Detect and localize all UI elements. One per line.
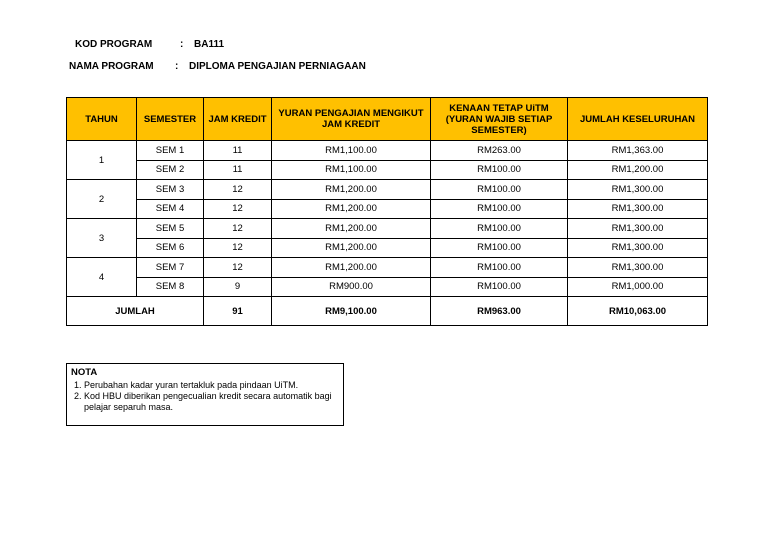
year-cell: 3 xyxy=(67,219,137,258)
kod-program-value: BA111 xyxy=(194,39,225,50)
nota-list xyxy=(71,380,352,413)
yuran-cell: RM1,200.00 xyxy=(272,180,431,200)
table-row xyxy=(67,238,708,258)
jam-kredit-cell: 12 xyxy=(204,238,272,258)
jam-kredit-cell: 11 xyxy=(204,160,272,180)
semester-cell: SEM 7 xyxy=(137,258,204,278)
table-row xyxy=(67,141,708,161)
fee-table xyxy=(66,97,708,326)
kod-program-separator: : xyxy=(180,39,184,50)
year-cell: 4 xyxy=(67,258,137,297)
header-semester: SEMESTER xyxy=(137,98,204,141)
yuran-cell: RM1,200.00 xyxy=(272,219,431,239)
kenaan-cell: RM100.00 xyxy=(431,277,568,297)
yuran-cell: RM1,200.00 xyxy=(272,238,431,258)
table-row xyxy=(67,258,708,278)
nota-title: NOTA xyxy=(71,367,98,378)
kenaan-cell: RM100.00 xyxy=(431,238,568,258)
total-jam-kredit: 91 xyxy=(204,297,272,326)
yuran-cell: RM1,100.00 xyxy=(272,141,431,161)
total-label: JUMLAH xyxy=(67,297,204,326)
table-row xyxy=(67,160,708,180)
semester-cell: SEM 8 xyxy=(137,277,204,297)
table-row xyxy=(67,277,708,297)
kenaan-cell: RM100.00 xyxy=(431,160,568,180)
kenaan-cell: RM263.00 xyxy=(431,141,568,161)
kenaan-cell: RM100.00 xyxy=(431,199,568,219)
header-kenaan-tetap: KENAAN TETAP UiTM (YURAN WAJIB SETIAP SEMESTER) xyxy=(431,98,568,141)
semester-cell: SEM 4 xyxy=(137,199,204,219)
nama-program-separator: : xyxy=(175,61,179,72)
table-header-row xyxy=(67,98,708,141)
year-cell: 1 xyxy=(67,141,137,180)
semester-cell: SEM 1 xyxy=(137,141,204,161)
header-tahun: TAHUN xyxy=(67,98,137,141)
nama-program-label: NAMA PROGRAM xyxy=(69,61,154,72)
jam-kredit-cell: 11 xyxy=(204,141,272,161)
nama-program-value: DIPLOMA PENGAJIAN PERNIAGAAN xyxy=(189,61,366,72)
header-jumlah-keseluruhan: JUMLAH KESELURUHAN xyxy=(568,98,708,141)
year-cell: 2 xyxy=(67,180,137,219)
semester-cell: SEM 3 xyxy=(137,180,204,200)
jam-kredit-cell: 9 xyxy=(204,277,272,297)
table-row xyxy=(67,180,708,200)
nota-item: 2. Kod HBU diberikan pengecualian kredit secara automatik bagi pelajar separuh masa. xyxy=(84,391,352,413)
jam-kredit-cell: 12 xyxy=(204,258,272,278)
kenaan-cell: RM100.00 xyxy=(431,258,568,278)
jumlah-cell: RM1,300.00 xyxy=(568,199,708,219)
kenaan-cell: RM100.00 xyxy=(431,219,568,239)
yuran-cell: RM1,200.00 xyxy=(272,199,431,219)
total-row xyxy=(67,297,708,326)
semester-cell: SEM 2 xyxy=(137,160,204,180)
semester-cell: SEM 6 xyxy=(137,238,204,258)
kenaan-cell: RM100.00 xyxy=(431,180,568,200)
jumlah-cell: RM1,000.00 xyxy=(568,277,708,297)
jumlah-cell: RM1,300.00 xyxy=(568,238,708,258)
jumlah-cell: RM1,300.00 xyxy=(568,180,708,200)
yuran-cell: RM1,100.00 xyxy=(272,160,431,180)
header-yuran-pengajian: YURAN PENGAJIAN MENGIKUT JAM KREDIT xyxy=(272,98,431,141)
semester-cell: SEM 5 xyxy=(137,219,204,239)
jam-kredit-cell: 12 xyxy=(204,180,272,200)
total-jumlah: RM10,063.00 xyxy=(568,297,708,326)
kod-program-label: KOD PROGRAM xyxy=(75,39,153,50)
jumlah-cell: RM1,300.00 xyxy=(568,219,708,239)
yuran-cell: RM1,200.00 xyxy=(272,258,431,278)
table-row xyxy=(67,199,708,219)
nota-item: 1. Perubahan kadar yuran tertakluk pada pindaan UiTM. xyxy=(84,380,352,391)
jam-kredit-cell: 12 xyxy=(204,219,272,239)
header-jam-kredit: JAM KREDIT xyxy=(204,98,272,141)
yuran-cell: RM900.00 xyxy=(272,277,431,297)
nota-box xyxy=(66,363,344,426)
jumlah-cell: RM1,363.00 xyxy=(568,141,708,161)
jumlah-cell: RM1,300.00 xyxy=(568,258,708,278)
total-kenaan: RM963.00 xyxy=(431,297,568,326)
jam-kredit-cell: 12 xyxy=(204,199,272,219)
table-row xyxy=(67,219,708,239)
total-yuran: RM9,100.00 xyxy=(272,297,431,326)
jumlah-cell: RM1,200.00 xyxy=(568,160,708,180)
